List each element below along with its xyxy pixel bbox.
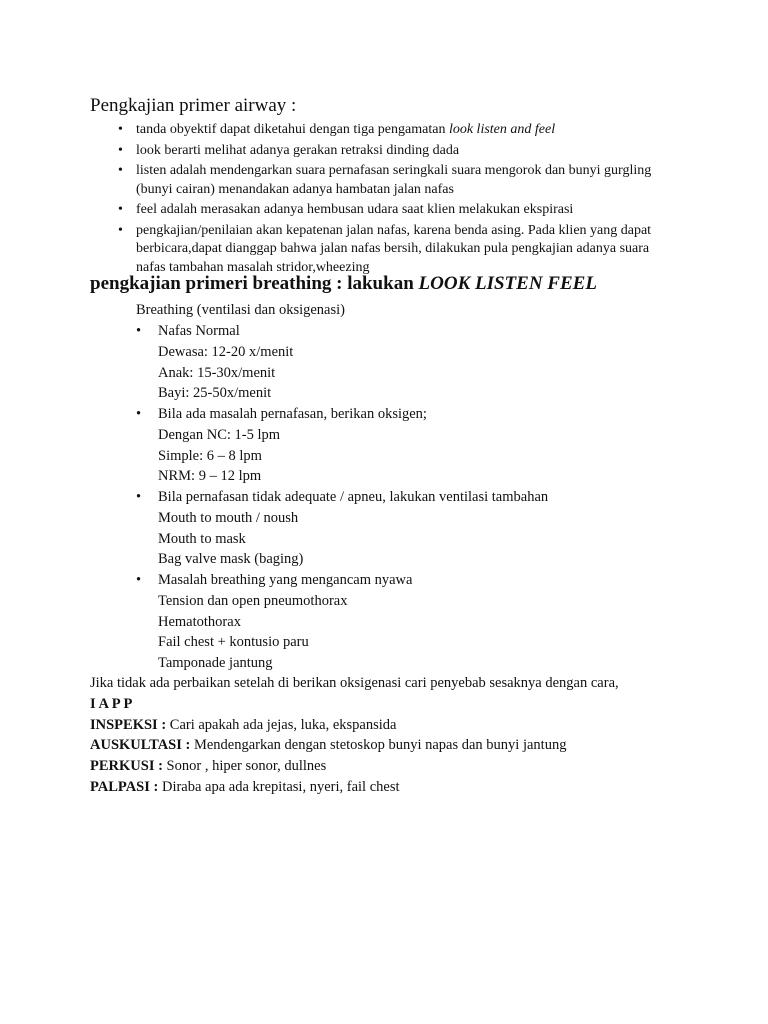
list-item-oksigen: • Bila ada masalah pernafasan, berikan oksigen; Dengan NC: 1-5 lpm Simple: 6 – 8 lpm NRM: 9 – 12 lpm: [136, 404, 548, 487]
perkusi-row: PERKUSI : Sonor , hiper sonor, dullnes: [90, 758, 327, 774]
palpasi-row: PALPASI : Diraba apa ada krepitasi, nyeri, fail chest: [90, 778, 400, 795]
oxygen-row: Dengan NC: 1-5 lpm: [158, 426, 281, 443]
rate-row: Anak: 15-30x/menit: [158, 364, 276, 381]
emphasis-text: LOOK LISTEN FEEL: [418, 273, 597, 294]
list-item-nafas-normal: • Nafas Normal Dewasa: 12-20 x/menit Anak: 15-30x/menit Bayi: 25-50x/menit: [136, 321, 548, 404]
breathing-heading: pengkajian primeri breathing : lakukan LOOK LISTEN FEEL: [90, 273, 597, 294]
breathing-subheading: Breathing (ventilasi dan oksigenasi): [136, 302, 345, 318]
list-item: • feel adalah merasakan adanya hembusan udara saat klien melakukan ekspirasi: [118, 201, 658, 220]
iapp-heading: I A P P: [90, 695, 133, 712]
list-item-ventilasi: • Bila pernafasan tidak adequate / apneu, lakukan ventilasi tambahan Mouth to mouth / noush Mouth to mask Bag valve mask (baging): [136, 487, 548, 570]
oxygen-row: NRM: 9 – 12 lpm: [158, 468, 262, 485]
inspeksi-row: INSPEKSI : Cari apakah ada jejas, luka, ekspansida: [90, 716, 397, 733]
list-item-masalah: • Masalah breathing yang mengancam nyawa Tension dan open pneumothorax Hematothorax Fail chest + kontusio paru Tamponade jantung: [136, 570, 548, 674]
emphasis-text: look listen and feel: [448, 122, 556, 137]
oxygen-row: Simple: 6 – 8 lpm: [158, 447, 262, 464]
closing-section: [90, 673, 710, 798]
breathing-list: [136, 321, 548, 674]
closing-intro: Jika tidak ada perbaikan setelah di berikan oksigenasi cari penyebab sesaknya dengan cara,: [90, 675, 619, 691]
auskultasi-row: AUSKULTASI : Mendengarkan dengan stetoskop bunyi napas dan bunyi jantung: [90, 737, 567, 754]
list-item: • listen adalah mendengarkan suara pernafasan seringkali suara mengorok dan bunyi gurgling (bunyi cairan) menandakan adanya hambatan jalan nafas: [118, 162, 658, 199]
list-item: • look berarti melihat adanya gerakan retraksi dinding dada: [118, 142, 658, 161]
rate-row: Dewasa: 12-20 x/menit: [158, 343, 294, 360]
airway-heading: Pengkajian primer airway :: [90, 95, 297, 116]
list-item: • tanda obyektif dapat diketahui dengan tiga pengamatan look listen and feel: [118, 121, 658, 140]
list-item: • pengkajian/penilaian akan kepatenan jalan nafas, karena benda asing. Pada klien yang dapat berbicara,dapat dianggap bahwa jalan nafas bersih, dilakukan pula pengkajian adanya suara nafas tambahan masalah stridor,wheezing: [118, 222, 658, 278]
rate-row: Bayi: 25-50x/menit: [158, 385, 272, 402]
airway-bullet-list: [118, 121, 658, 279]
